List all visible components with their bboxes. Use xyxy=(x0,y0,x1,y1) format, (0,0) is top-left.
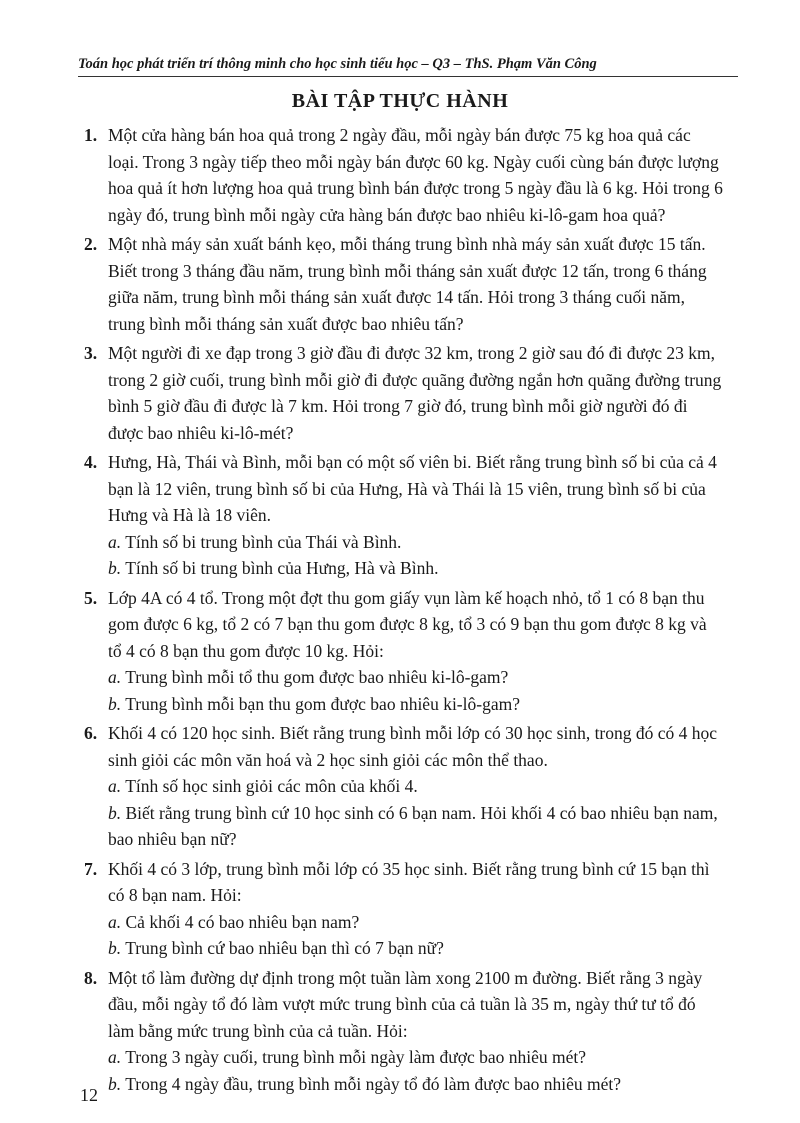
subquestion-letter: b. xyxy=(108,802,122,823)
problem-text: Một nhà máy sản xuất bánh kẹo, mỗi tháng trung bình nhà máy sản xuất được 15 tấn. Biết trong 3 tháng đầu năm, trung bình mỗi tháng sản xuất được 12 tấn, trong 6 tháng giữa năm, trung bình mỗi tháng sản xuất được 14 tấn. Hỏi trong 3 tháng cuối năm, trung bình mỗi tháng sản xuất được bao nhiêu tấn? xyxy=(108,234,707,334)
subquestion-a xyxy=(108,773,724,800)
subquestion-b xyxy=(108,691,724,718)
subquestion-text: Tính số bi trung bình của Thái và Bình. xyxy=(125,531,402,552)
subquestion-b xyxy=(108,800,724,853)
running-header: Toán học phát triển trí thông minh cho học sinh tiểu học – Q3 – ThS. Phạm Văn Công xyxy=(78,56,738,77)
subquestion-letter: a. xyxy=(108,531,122,552)
problem-number: 8. xyxy=(84,967,98,988)
problem-3 xyxy=(84,340,724,446)
problem-5 xyxy=(84,585,724,718)
problem-list xyxy=(84,122,724,1100)
problem-number: 1. xyxy=(84,125,98,145)
problem-2 xyxy=(84,231,724,337)
subquestion-b xyxy=(108,1071,724,1098)
problem-text: Hưng, Hà, Thái và Bình, mỗi bạn có một số viên bi. Biết rằng trung bình số bi của cả 4 bạn là 12 viên, trung bình số bi của Hưng, Hà và Thái là 15 viên, trung bình số bi của Hưng và Hà là 18 viên. xyxy=(108,452,717,525)
subquestion-a xyxy=(108,664,724,691)
subquestion-text: Biết rằng trung bình cứ 10 học sinh có 6 bạn nam. Hỏi khối 4 có bao nhiêu bạn nam, bao nhiêu bạn nữ? xyxy=(108,802,718,849)
page-title: BÀI TẬP THỰC HÀNH xyxy=(291,90,509,112)
problem-number: 4. xyxy=(84,452,98,472)
subquestion-text: Tính số học sinh giỏi các môn của khối 4. xyxy=(125,776,418,796)
subquestion-letter: b. xyxy=(108,558,122,578)
problem-number: 3. xyxy=(84,343,98,363)
subquestion-b xyxy=(108,935,724,962)
problem-text: Khối 4 có 3 lớp, trung bình mỗi lớp có 35 học sinh. Biết rằng trung bình cứ 15 bạn thì có 8 bạn nam. Hỏi: xyxy=(108,858,710,905)
subquestion-text: Trong 3 ngày cuối, trung bình mỗi ngày làm được bao nhiêu mét? xyxy=(125,1047,587,1067)
problem-1 xyxy=(84,122,724,228)
subquestion-letter: a. xyxy=(108,911,122,932)
subquestion-letter: b. xyxy=(108,693,122,714)
subquestion-b xyxy=(108,555,724,582)
subquestion-text: Trung bình mỗi bạn thu gom được bao nhiêu ki-lô-gam? xyxy=(125,693,520,714)
subquestion-a xyxy=(108,1044,724,1071)
subquestion-letter: b. xyxy=(108,1073,122,1094)
problem-number: 5. xyxy=(84,587,98,608)
problem-text: Một cửa hàng bán hoa quả trong 2 ngày đầu, mỗi ngày bán được 75 kg hoa quả các loại. Trong 3 ngày tiếp theo mỗi ngày bán được 60 kg. Ngày cuối cùng bán được lượng hoa quả ít hơn lượng hoa quả trung bình bán được trong 5 ngày đầu là 6 kg. Hỏi trong 6 ngày đó, trung bình mỗi ngày cửa hàng bán được bao nhiêu ki-lô-gam hoa quả? xyxy=(108,125,723,225)
problem-number: 2. xyxy=(84,234,98,254)
subquestion-text: Trung bình mỗi tổ thu gom được bao nhiêu ki-lô-gam? xyxy=(125,667,509,687)
problem-7 xyxy=(84,856,724,962)
subquestion-text: Cả khối 4 có bao nhiêu bạn nam? xyxy=(125,911,360,932)
subquestion-text: Trong 4 ngày đầu, trung bình mỗi ngày tổ đó làm được bao nhiêu mét? xyxy=(125,1073,622,1094)
subquestion-letter: a. xyxy=(108,776,122,796)
subquestion-letter: a. xyxy=(108,667,122,687)
problem-4 xyxy=(84,449,724,582)
subquestion-letter: a. xyxy=(108,1047,122,1067)
problem-6 xyxy=(84,720,724,853)
problem-text: Khối 4 có 120 học sinh. Biết rằng trung bình mỗi lớp có 30 học sinh, trong đó có 4 học sinh giỏi các môn văn hoá và 2 học sinh giỏi các môn thể thao. xyxy=(108,723,718,770)
problem-text: Một người đi xe đạp trong 3 giờ đầu đi được 32 km, trong 2 giờ sau đó đi được 23 km, trong 2 giờ cuối, trung bình mỗi giờ đi được quãng đường ngắn hơn quãng đường trung bình 5 giờ đầu đi được là 7 km. Hỏi trong 7 giờ đó, trung bình mỗi giờ người đó đi được bao nhiêu ki-lô-mét? xyxy=(108,343,722,443)
subquestion-a xyxy=(108,909,724,936)
subquestion-a xyxy=(108,529,724,556)
problem-number: 7. xyxy=(84,858,98,879)
problem-8 xyxy=(84,965,724,1098)
page-number: 12 xyxy=(80,1085,98,1105)
subquestion-text: Tính số bi trung bình của Hưng, Hà và Bình. xyxy=(125,558,439,578)
problem-number: 6. xyxy=(84,723,98,743)
problem-text: Một tổ làm đường dự định trong một tuần làm xong 2100 m đường. Biết rằng 3 ngày đầu, mỗi ngày tổ đó làm vượt mức trung bình của cả tuần là 35 m, ngày thứ tư tổ đó làm bằng mức trung bình của cả tuần. Hỏi: xyxy=(108,967,703,1041)
subquestion-text: Trung bình cứ bao nhiêu bạn thì có 7 bạn nữ? xyxy=(125,938,444,958)
problem-text: Lớp 4A có 4 tổ. Trong một đợt thu gom giấy vụn làm kế hoạch nhỏ, tổ 1 có 8 bạn thu gom được 6 kg, tổ 2 có 7 bạn thu gom được 8 kg, tổ 3 có 9 bạn thu gom được 8 kg và tổ 4 có 8 bạn thu gom được 10 kg. Hỏi: xyxy=(108,587,707,661)
subquestion-letter: b. xyxy=(108,938,122,958)
